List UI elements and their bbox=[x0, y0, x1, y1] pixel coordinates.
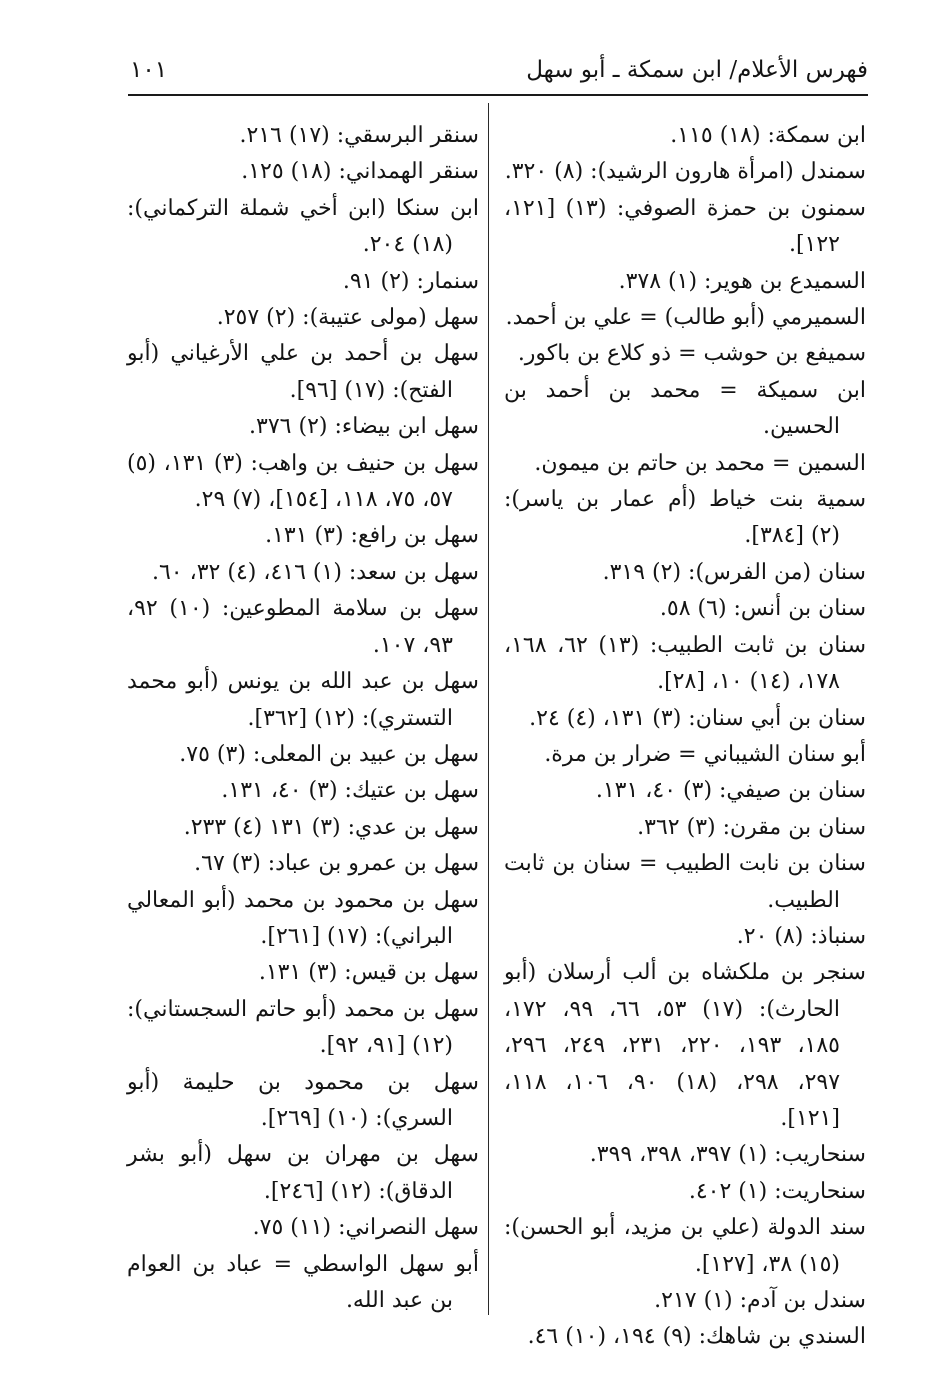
index-entry: سنان بن أبي سنان: (٣) ١٣١، (٤) ٢٤. bbox=[529, 705, 866, 731]
index-entry: سنحاريب: (١) ٣٩٧، ٣٩٨، ٣٩٩. bbox=[589, 1142, 866, 1168]
header-rule bbox=[128, 94, 868, 96]
index-entry: سميفع بن حوشب = ذو كلاع بن باكور. bbox=[517, 341, 866, 367]
index-entry: سنجر بن ملكشاه بن ألب أرسلان (أبو الحارث): (١٧) ٥٣، ٦٦، ٩٩، ١٧٢، ١٨٥، ١٩٣، ٢٢٠، ٢٣١، ٢٤٩، ٢٩٦، ٢٩٧، ٢٩٨، (١٨) ٩٠، ١٠٦، ١١٨، [١٢١]. bbox=[504, 960, 866, 1131]
column-divider bbox=[488, 103, 489, 1315]
index-entry: سنان بن ثابت الطبيب: (١٣) ٦٢، ١٦٨، ١٧٨، (١٤) ١٠، [٢٨]. bbox=[504, 632, 867, 695]
index-entry: السمين = محمد بن حاتم بن ميمون. bbox=[534, 450, 866, 476]
index-entry: سندل بن آدم: (١) ٢١٧. bbox=[654, 1288, 866, 1313]
index-entry: سمندل (امرأة هارون الرشيد): (٨) ٣٢٠. bbox=[504, 159, 866, 185]
index-entry: سهل بن قيس: (٣) ١٣١. bbox=[258, 960, 479, 986]
index-entry: سهل بن سعد: (١) ٤١٦، (٤) ٣٢، ٦٠. bbox=[151, 559, 479, 585]
index-entry: سهل بن حنيف بن واهب: (٣) ١٣١، (٥) ٥٧، ٧٥، ١١٨، [١٥٤]، (٧) ٢٩. bbox=[127, 450, 480, 513]
index-entry: السميدع بن هوير: (١) ٣٧٨. bbox=[618, 268, 866, 294]
index-entry: سهل ابن بيضاء: (٢) ٣٧٦. bbox=[249, 414, 479, 440]
index-entry: ابن سنكا (ابن أخي شملة التركماني): (١٨) ٢٠٤. bbox=[127, 195, 479, 258]
index-entry: سنان بن أنس: (٦) ٥٨. bbox=[659, 596, 866, 622]
index-entry: سهل بن مهران بن سهل (أبو بشر الدقاق): (١٢) [٢٤٦]. bbox=[127, 1142, 479, 1204]
index-entry: سهل بن رافع: (٣) ١٣١. bbox=[265, 523, 479, 549]
index-entry: سهل بن عبيد بن المعلى: (٣) ٧٥. bbox=[179, 741, 479, 767]
index-entry: ابن سميكة = محمد بن أحمد بن الحسين. bbox=[504, 377, 866, 440]
index-column-right bbox=[504, 118, 866, 1356]
index-entry: سهل (مولى عتيبة): (٢) ٢٥٧. bbox=[216, 305, 479, 331]
index-entry: سهل بن محمود بن محمد (أبو المعالي البراني): (١٧) [٢٦١]. bbox=[127, 887, 479, 949]
index-entry: سنان (من الفرس): (٢) ٣١٩. bbox=[602, 559, 866, 585]
index-entry: سنقر البرسقي: (١٧) ٢١٦. bbox=[239, 123, 479, 148]
index-entry: سنان بن صيفي: (٣) ٤٠، ١٣١. bbox=[595, 778, 866, 804]
index-column-left bbox=[127, 118, 479, 1319]
page-header bbox=[128, 52, 868, 88]
index-entry: أبو سنان الشيباني = ضرار بن مرة. bbox=[544, 741, 866, 767]
index-entry: سهل بن عدي: (٣) ١٣١ (٤) ٢٣٣. bbox=[183, 814, 479, 840]
index-entry: سهل بن عتيك: (٣) ٤٠، ١٣١. bbox=[221, 778, 479, 804]
index-entry: سنان بن مقرن: (٣) ٣٦٢. bbox=[637, 814, 866, 840]
index-entry: سهل بن أحمد بن علي الأرغياني (أبو الفتح): (١٧) [٩٦]. bbox=[127, 341, 479, 403]
index-entry: سمية بنت خياط (أم عمار بن ياسر): (٢) [٣٨٤]. bbox=[504, 487, 866, 549]
index-entry: سنمار: (٢) ٩١. bbox=[342, 268, 479, 294]
index-entry: أبو سهل الواسطي = عباد بن العوام بن عبد الله. bbox=[127, 1251, 479, 1313]
index-entry: سنباذ: (٨) ٢٠. bbox=[736, 923, 866, 949]
index-entry: سهل بن محمود بن حليمة (أبو السري): (١٠) [٢٦٩]. bbox=[127, 1069, 479, 1131]
page-number: ١٠١ bbox=[130, 57, 168, 83]
index-entry: سنان بن نابت الطبيب = سنان بن ثابت الطبيب. bbox=[504, 851, 866, 913]
index-entry: سهل بن عبد الله بن يونس (أبو محمد التستري): (١٢) [٣٦٢]. bbox=[127, 669, 479, 731]
index-entry: سهل النصراني: (١١) ٧٥. bbox=[252, 1215, 479, 1241]
index-entry: السندي بن شاهك: (٩) ١٩٤، (١٠) ٤٦. bbox=[527, 1324, 866, 1350]
index-entry: سهل بن عمرو بن عباد: (٣) ٦٧. bbox=[194, 851, 479, 877]
index-entry: سهل بن سلامة المطوعين: (١٠) ٩٢، ٩٣، ١٠٧. bbox=[127, 596, 479, 658]
running-title: فهرس الأعلام/ ابن سمكة ـ أبو سهل bbox=[526, 57, 868, 83]
index-entry: سند الدولة (علي بن مزيد، أبو الحسن): (١٥) ٣٨، [١٢٧]. bbox=[504, 1215, 866, 1277]
index-entry: سنقر الهمداني: (١٨) ١٢٥. bbox=[241, 159, 479, 185]
index-entry: سمنون بن حمزة الصوفي: (١٣) [١٢١، ١٢٢]. bbox=[504, 195, 866, 258]
index-entry: سنحاريت: (١) ٤٠٢. bbox=[688, 1178, 866, 1204]
index-entry: سهل بن محمد (أبو حاتم السجستاني): (١٢) [٩١، ٩٢]. bbox=[127, 996, 479, 1059]
index-entry: السميرمي (أبو طالب) = علي بن أحمد. bbox=[505, 305, 866, 331]
index-entry: ابن سمكة: (١٨) ١١٥. bbox=[670, 123, 866, 148]
